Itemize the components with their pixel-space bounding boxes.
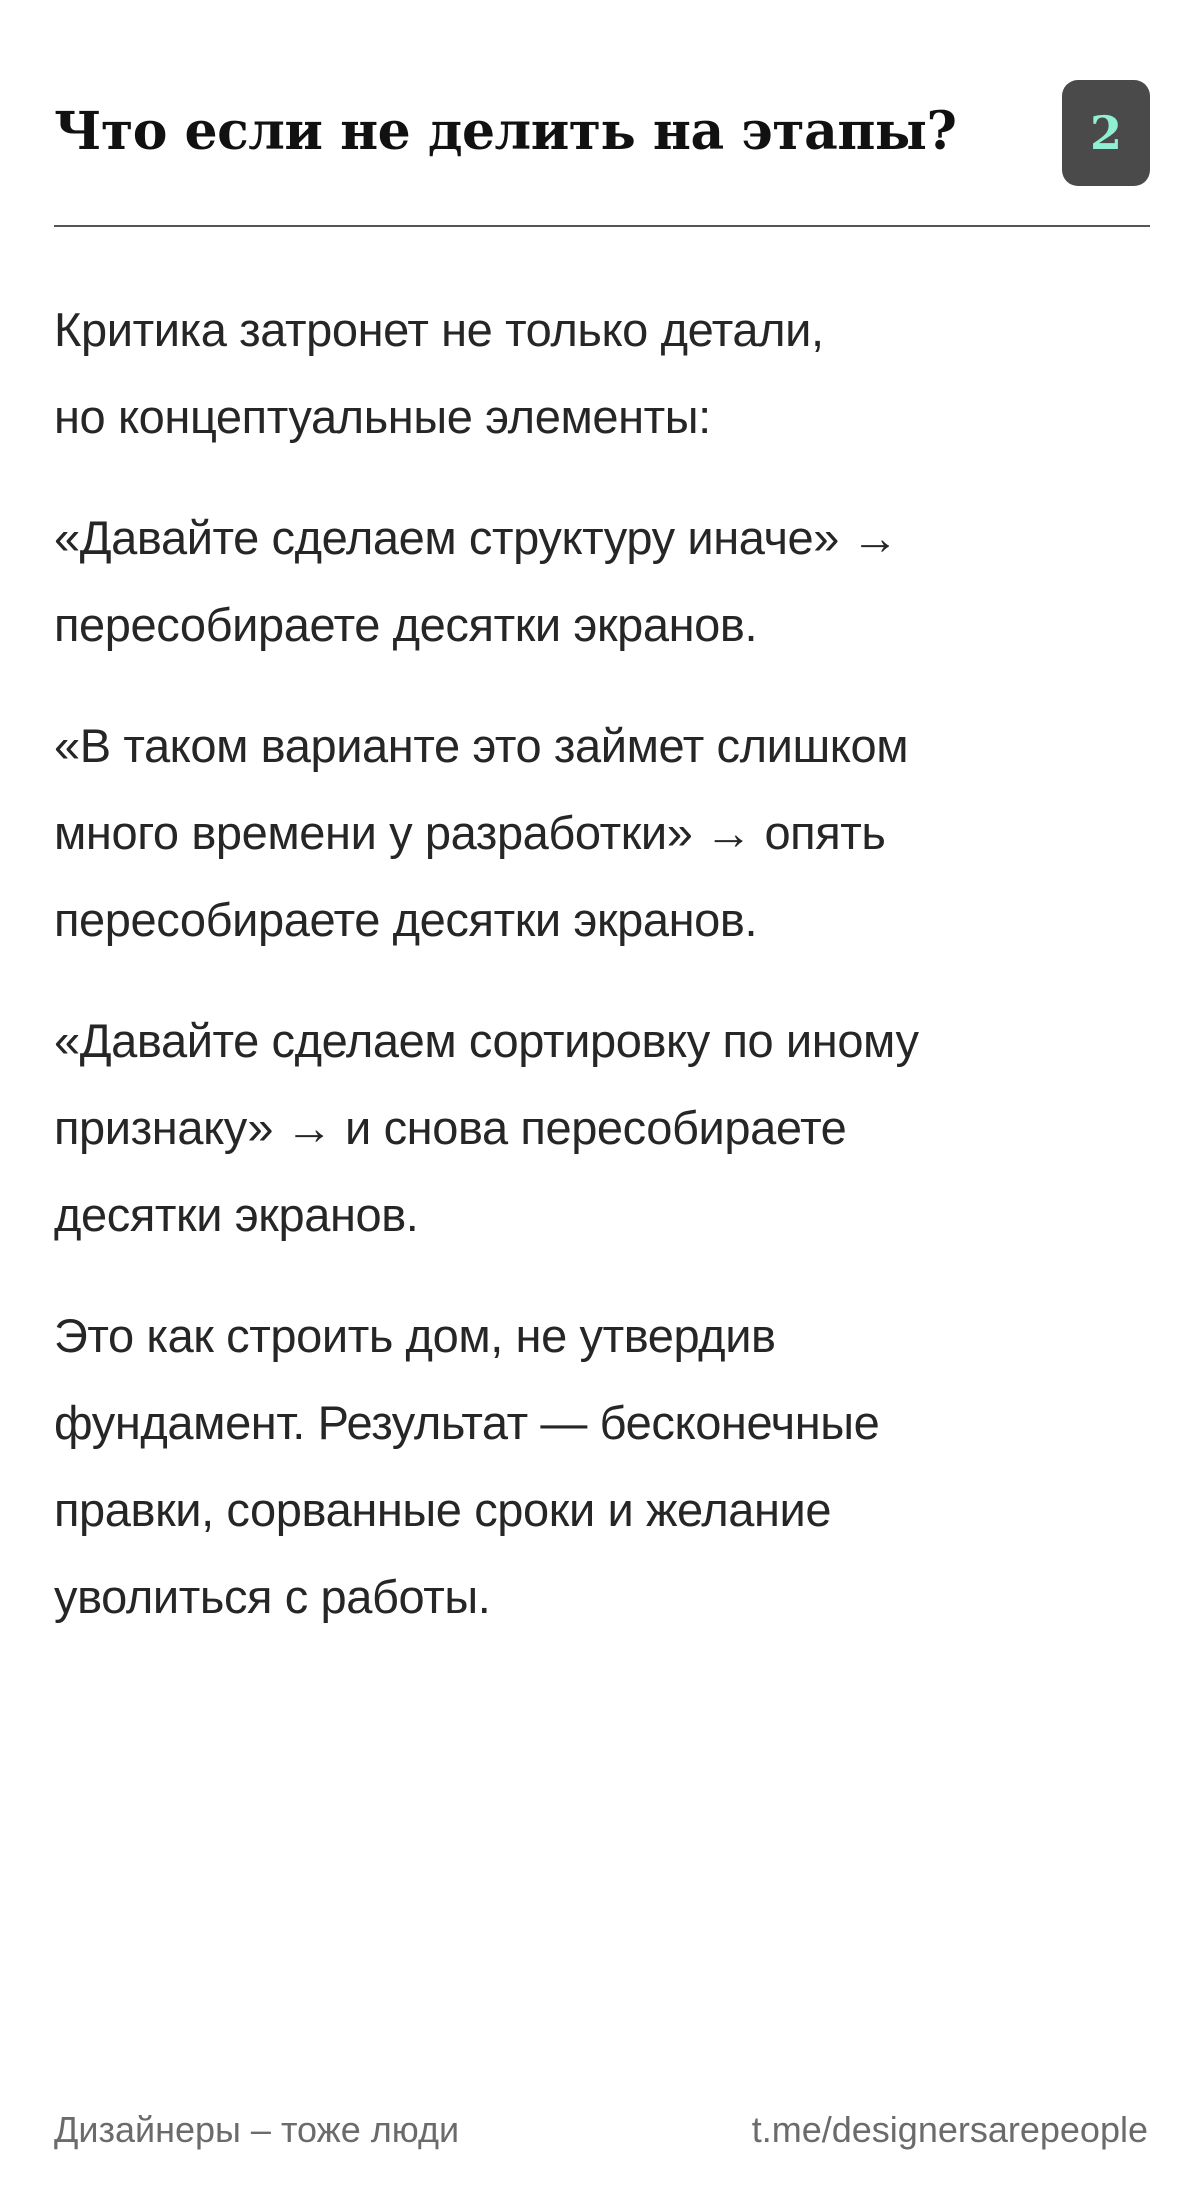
footer-channel-name: Дизайнеры – тоже люди <box>54 2109 460 2150</box>
page-title: Что если не делить на этапы? <box>54 101 957 162</box>
header-divider <box>54 225 1150 227</box>
slide-content <box>54 286 1114 1674</box>
page-number-badge <box>1062 80 1150 186</box>
paragraph-development-time: «В таком варианте это займет слишком много времени у разработки» → опять пересобираете десятки экранов. <box>54 719 909 946</box>
paragraph-structure: «Давайте сделаем структуру иначе» → пересобираете десятки экранов. <box>54 511 899 651</box>
paragraph-sorting: «Давайте сделаем сортировку по иному признаку» → и снова пересобираете десятки экранов. <box>54 1014 919 1241</box>
paragraph-conclusion: Это как строить дом, не утвердив фундамент. Результат — бесконечные правки, сорванные сроки и желание уволиться с работы. <box>54 1309 880 1623</box>
paragraph-intro: Критика затронет не только детали, но концептуальные элементы: <box>54 303 824 443</box>
footer-channel-link[interactable]: t.me/designersarepeople <box>751 2109 1148 2150</box>
page-number: 2 <box>1089 106 1122 160</box>
slide-header <box>54 78 1150 188</box>
